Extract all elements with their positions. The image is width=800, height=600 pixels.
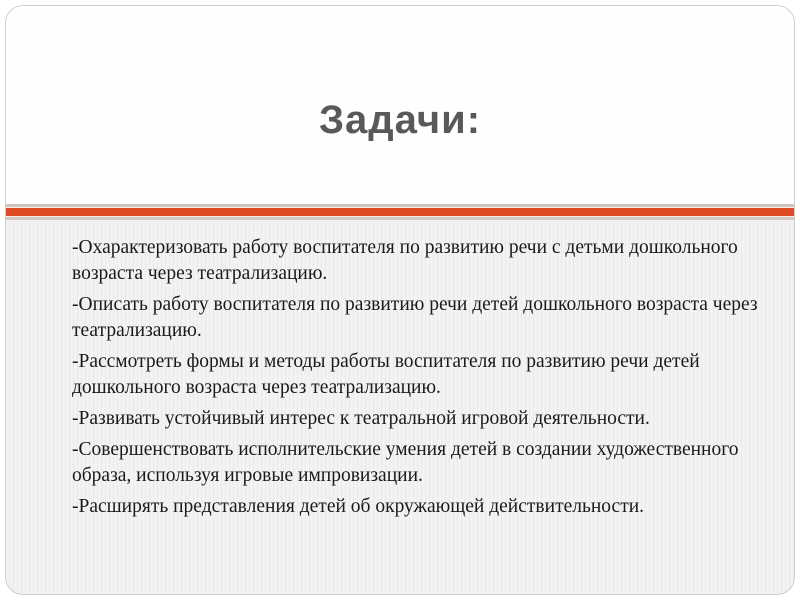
task-item: -Описать работу воспитателя по развитию речи детей дошкольного возраста через театрализацию. [72,294,758,341]
task-item: -Расширять представления детей об окружающей действительности. [72,496,645,517]
divider-line-lower [6,217,794,220]
title-area [6,6,794,204]
task-item: -Совершенствовать исполнительские умения детей в создании художественного образа, используя игровые импровизации. [72,439,739,486]
task-item: -Рассмотреть формы и методы работы воспитателя по развитию речи детей дошкольного возраста через театрализацию. [72,351,700,398]
task-item: -Развивать устойчивый интерес к театральной игровой деятельности. [72,408,650,429]
divider-line-upper [6,204,794,207]
slide-title: Задачи: [318,98,482,142]
task-list [72,235,762,525]
slide [5,5,795,595]
task-item: -Охарактеризовать работу воспитателя по развитию речи с детьми дошкольного возраста через театрализацию. [72,237,738,284]
accent-divider-line [6,208,794,216]
